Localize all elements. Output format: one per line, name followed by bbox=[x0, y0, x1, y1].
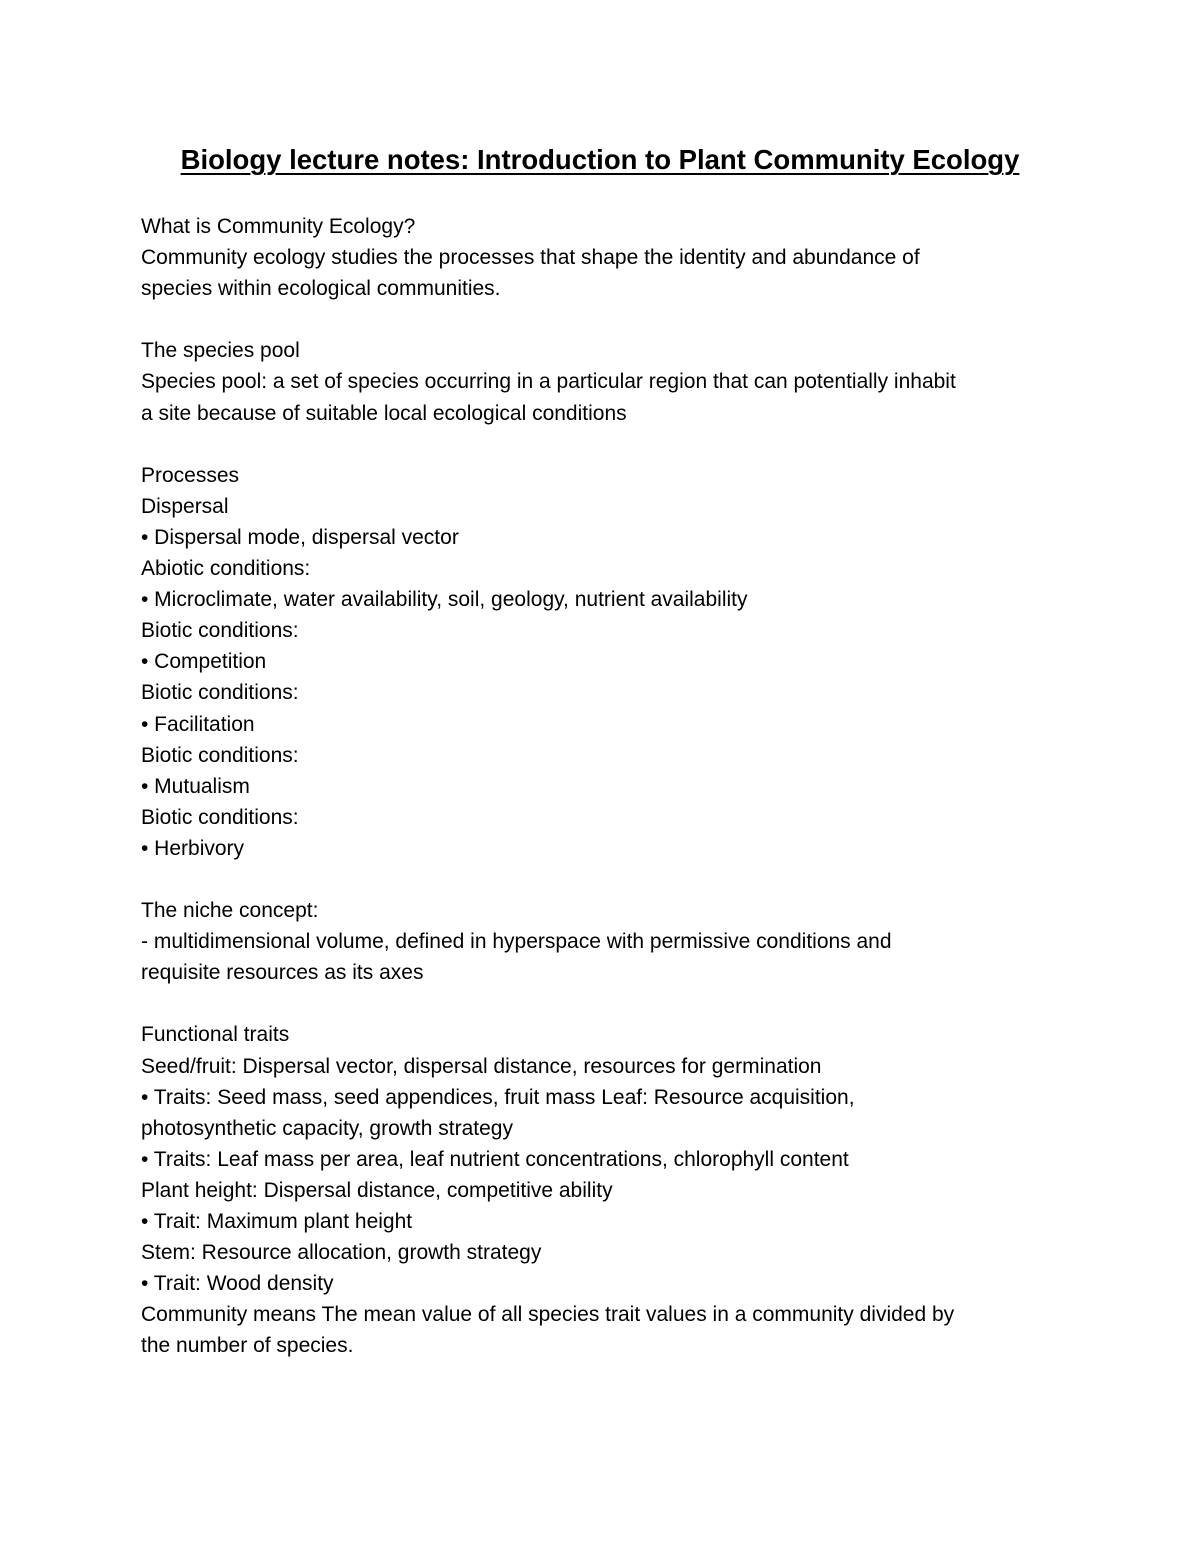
paragraph-line: Community means The mean value of all species trait values in a community divided by bbox=[141, 1303, 955, 1327]
paragraph-line: Seed/fruit: Dispersal vector, dispersal distance, resources for germination bbox=[141, 1054, 822, 1078]
blank-line bbox=[141, 429, 1071, 460]
bullet-line: • Dispersal mode, dispersal vector bbox=[141, 525, 459, 549]
section-heading-niche: The niche concept: bbox=[141, 899, 319, 923]
bullet-line: • Microclimate, water availability, soil, geology, nutrient availability bbox=[141, 588, 748, 612]
blank-line bbox=[141, 864, 1071, 895]
blank-line bbox=[141, 988, 1071, 1019]
bullet-line: • Competition bbox=[141, 650, 267, 674]
paragraph-line: Species pool: a set of species occurring in a particular region that can potentially inhabit bbox=[141, 370, 956, 394]
paragraph-line: Biotic conditions: bbox=[141, 743, 299, 767]
bullet-line: • Traits: Leaf mass per area, leaf nutrient concentrations, chlorophyll content bbox=[141, 1147, 849, 1171]
paragraph-line: Abiotic conditions: bbox=[141, 557, 311, 581]
paragraph-line: photosynthetic capacity, growth strategy bbox=[141, 1116, 513, 1140]
section-heading-community-ecology: What is Community Ecology? bbox=[141, 215, 416, 238]
bullet-line: • Traits: Seed mass, seed appendices, fruit mass Leaf: Resource acquisition, bbox=[141, 1085, 855, 1109]
paragraph-line: Biotic conditions: bbox=[141, 805, 299, 829]
blank-line bbox=[141, 304, 1071, 335]
paragraph-line: Biotic conditions: bbox=[141, 619, 299, 643]
bullet-line: • Mutualism bbox=[141, 774, 250, 798]
bullet-line: • Herbivory bbox=[141, 836, 245, 860]
paragraph-line: Dispersal bbox=[141, 494, 229, 518]
section-heading-species-pool: The species pool bbox=[141, 339, 300, 363]
paragraph-line: a site because of suitable local ecological conditions bbox=[141, 401, 627, 425]
paragraph-line: - multidimensional volume, defined in hyperspace with permissive conditions and bbox=[141, 930, 892, 954]
bullet-line: • Trait: Wood density bbox=[141, 1272, 334, 1296]
section-heading-functional-traits: Functional traits bbox=[141, 1023, 290, 1047]
paragraph-line: Community ecology studies the processes that shape the identity and abundance of bbox=[141, 246, 920, 270]
paragraph-line: Stem: Resource allocation, growth strategy bbox=[141, 1241, 542, 1265]
bullet-line: • Trait: Maximum plant height bbox=[141, 1210, 413, 1233]
document-title: Biology lecture notes: Introduction to Plant Community Ecology bbox=[180, 144, 1020, 175]
section-heading-processes: Processes bbox=[141, 463, 240, 487]
paragraph-line: species within ecological communities. bbox=[141, 277, 501, 301]
paragraph-line: the number of species. bbox=[141, 1334, 354, 1358]
bullet-line: • Facilitation bbox=[141, 712, 255, 736]
paragraph-line: Plant height: Dispersal distance, competitive ability bbox=[141, 1178, 613, 1202]
document-body bbox=[141, 211, 1071, 1361]
paragraph-line: Biotic conditions: bbox=[141, 681, 299, 705]
paragraph-line: requisite resources as its axes bbox=[141, 961, 424, 985]
